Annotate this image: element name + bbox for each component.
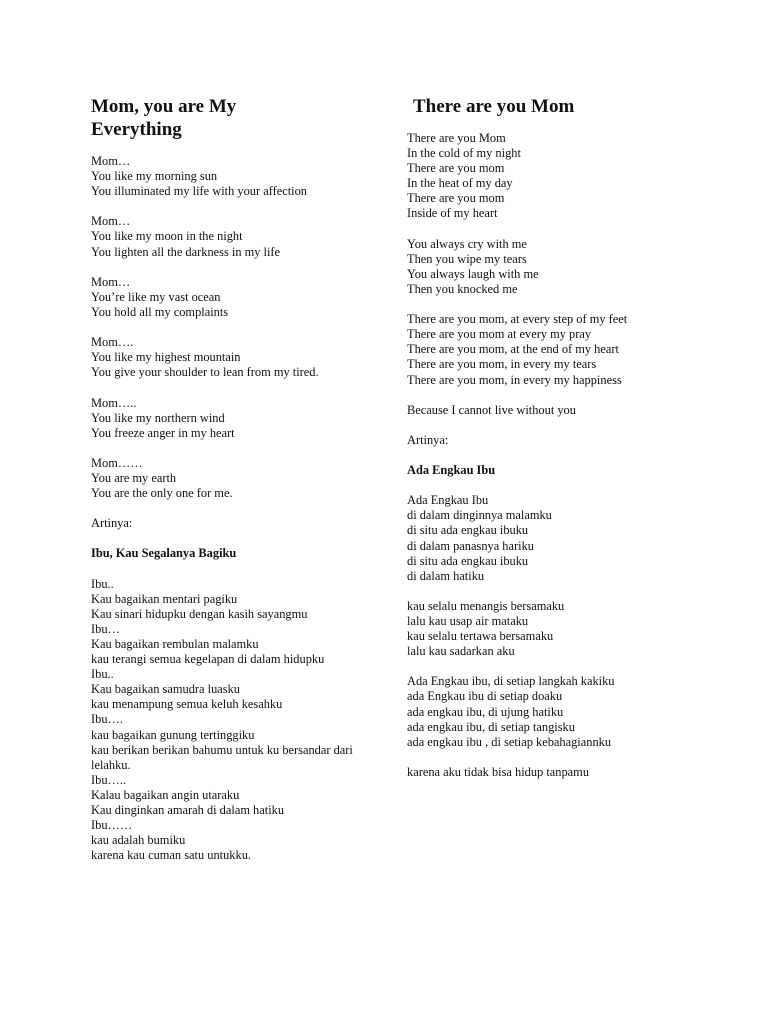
translation-line: ada engkau ibu , di setiap kebahagiannku [407,734,612,749]
translation-line: kau selalu tertawa bersamaku [407,629,554,644]
poem-line: You give your shoulder to lean from my tired. [91,365,319,380]
right-translation-stanza [407,493,697,584]
poem-line: Mom….. [91,395,137,410]
translation-line: lalu kau usap air mataku [407,614,529,628]
translation-line: kau selalu menangis bersamaku [407,598,565,613]
right-artinya-label: Artinya: [407,432,449,447]
translation-line: kau terangi semua kegelapan di dalam hidupku [91,652,325,667]
poem-line: You illuminated my life with your affection [91,184,308,199]
translation-line: Ibu…. [91,712,124,727]
left-poem-body [91,154,366,879]
translation-line: karena kau cuman satu untukku. [91,848,251,863]
poem-line: You freeze anger in my heart [91,425,235,440]
poem-line: Mom… [91,154,131,168]
right-translation-stanza [407,765,697,780]
translation-line: kau bagaikan gunung tertinggiku [91,727,255,742]
poem-line: There are you mom, at the end of my heart [407,342,619,357]
poem-line: You always cry with me [407,236,527,251]
left-stanza [91,154,366,199]
translation-line: Ibu.. [91,667,114,682]
translation-line: Kau bagaikan mentari pagiku [91,591,238,606]
poem-line: You like my moon in the night [91,229,243,244]
translation-line: Kalau bagaikan angin utaraku [91,787,240,802]
translation-line: ada Engkau ibu di setiap doaku [407,689,563,704]
poem-line: Then you knocked me [407,281,518,296]
left-artinya-label: Artinya: [91,516,133,531]
translation-line: ada engkau ibu, di setiap tangisku [407,719,575,734]
right-translation-stanza [407,674,697,749]
poem-line: There are you mom [407,191,505,206]
left-stanza [91,275,366,320]
poem-line: You like my highest mountain [91,350,241,365]
left-poem-title: Mom, you are My Everything [91,96,237,140]
translation-line: Ibu.. [91,576,114,591]
right-poem-title: There are you Mom [413,96,575,117]
right-stanza [407,312,697,387]
translation-line: di situ ada engkau ibuku [407,523,529,538]
poem-line: Mom… [91,214,131,229]
poem-line: Mom…. [91,335,134,350]
poem-line: In the cold of my night [407,146,521,161]
poem-line: In the heat of my day [407,176,513,191]
poem-line: Because I cannot live without you [407,402,576,417]
translation-line: di situ ada engkau ibuku [407,553,529,568]
translation-line: Ada Engkau ibu, di setiap langkah kakiku [407,674,615,689]
left-stanza [91,456,366,501]
poem-line: There are you mom, in every my happiness [407,372,622,387]
poem-line: There are you Mom [407,131,506,145]
poem-line: You lighten all the darkness in my life [91,244,281,259]
poem-line: You hold all my complaints [91,304,229,319]
translation-line: di dalam dinginnya malamku [407,508,552,523]
poem-line: You are the only one for me. [91,486,233,501]
translation-line: di dalam panasnya hariku [407,538,534,553]
translation-line: karena aku tidak bisa hidup tanpamu [407,764,590,779]
translation-line: Kau bagaikan rembulan malamku [91,637,259,651]
poem-line: There are you mom [407,161,505,176]
poem-line: You’re like my vast ocean [91,289,221,304]
poem-line: There are you mom, in every my tears [407,357,597,372]
poem-line: Inside of my heart [407,206,498,221]
translation-line: kau adalah bumiku [91,833,186,848]
poem-line: Then you wipe my tears [407,251,527,266]
right-translation-title: Ada Engkau Ibu [407,463,496,478]
translation-line: Ibu… [91,621,120,636]
right-stanza [407,131,697,222]
poem-line: You like my morning sun [91,169,218,184]
translation-line: Kau dinginkan amarah di dalam hatiku [91,803,285,818]
translation-line: Ibu…… [91,818,133,833]
left-translation-title: Ibu, Kau Segalanya Bagiku [91,546,237,561]
translation-line: kau menampung semua keluh kesahku [91,697,283,712]
right-stanza [407,237,697,297]
left-stanza [91,214,366,259]
translation-line: kau berikan berikan bahumu untuk ku bersandar dari lelahku. [91,742,356,772]
translation-line: ada engkau ibu, di ujung hatiku [407,704,564,719]
poem-line: There are you mom at every my pray [407,327,592,342]
left-stanza [91,396,366,441]
left-stanza [91,335,366,380]
poem-line: Mom… [91,274,131,289]
translation-line: Kau sinari hidupku dengan kasih sayangmu [91,606,308,621]
poem-line: You are my earth [91,470,177,485]
poem-line: There are you mom, at every step of my feet [407,312,628,327]
right-stanza [407,403,697,418]
poem-line: You like my northern wind [91,410,225,425]
poem-line: You always laugh with me [407,266,539,281]
translation-line: di dalam hatiku [407,568,485,583]
right-poem-body [407,131,697,795]
left-translation [91,577,366,864]
translation-line: Ibu….. [91,772,127,787]
right-translation-stanza [407,599,697,659]
translation-line: lalu kau sadarkan aku [407,644,515,659]
poem-line: Mom…… [91,455,143,470]
translation-line: Kau bagaikan samudra luasku [91,682,240,697]
translation-line: Ada Engkau Ibu [407,493,489,508]
